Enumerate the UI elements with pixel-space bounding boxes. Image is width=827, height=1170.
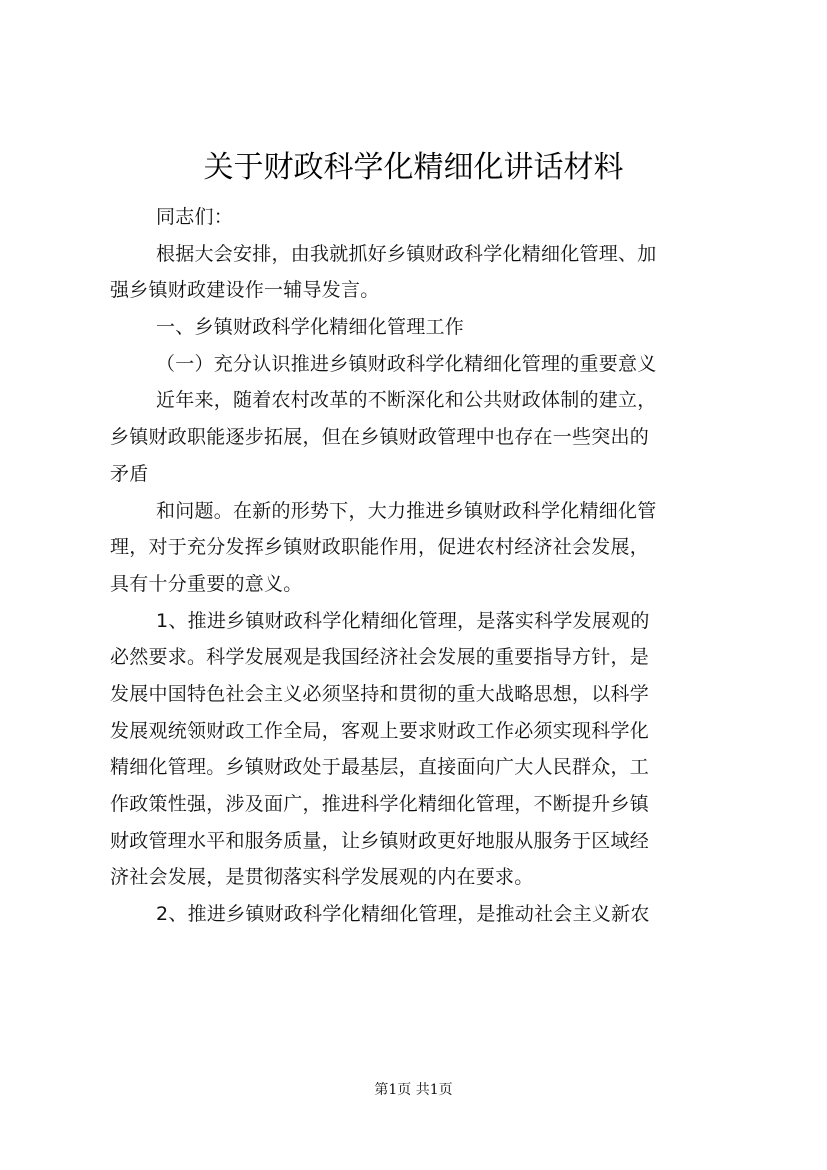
- subsection-heading: （一）充分认识推进乡镇财政科学化精细化管理的重要意义: [156, 352, 657, 375]
- paragraph-line: 济社会发展，是贯彻落实科学发展观的内在要求。: [110, 866, 534, 889]
- paragraph-line: 强乡镇财政建设作一辅导发言。: [110, 279, 380, 302]
- paragraph-line: 乡镇财政职能逐步拓展，但在乡镇财政管理中也存在一些突出的: [110, 426, 650, 449]
- paragraph-line: 根据大会安排，由我就抓好乡镇财政科学化精细化管理、加: [156, 242, 657, 265]
- document-body: [110, 199, 738, 933]
- document-title: 关于财政科学化精细化讲话材料: [203, 150, 624, 185]
- paragraph-line: 精细化管理。乡镇财政处于最基层，直接面向广大人民群众，工: [110, 756, 650, 779]
- paragraph-line: 财政管理水平和服务质量，让乡镇财政更好地服从服务于区域经: [110, 829, 650, 852]
- page-number-footer: 第1页 共1页: [374, 1082, 453, 1098]
- paragraph-line: 发展观统领财政工作全局，客观上要求财政工作必须实现科学化: [110, 719, 650, 742]
- paragraph-line: 1、推进乡镇财政科学化精细化管理，是落实科学发展观的: [156, 609, 650, 632]
- paragraph-line: 矛盾: [110, 462, 149, 485]
- paragraph-line: 必然要求。科学发展观是我国经济社会发展的重要指导方针，是: [110, 646, 650, 669]
- paragraph-line: 近年来，随着农村改革的不断深化和公共财政体制的建立，: [156, 389, 657, 412]
- greeting-line: 同志们：: [156, 206, 234, 228]
- paragraph-line: 作政策性强，涉及面广，推进科学化精细化管理，不断提升乡镇: [110, 793, 650, 815]
- paragraph-line: 具有十分重要的意义。: [110, 572, 303, 595]
- paragraph-line: 2、推进乡镇财政科学化精细化管理，是推动社会主义新农: [156, 903, 650, 926]
- paragraph-line: 和问题。在新的形势下，大力推进乡镇财政科学化精细化管: [156, 499, 657, 522]
- paragraph-line: 理，对于充分发挥乡镇财政职能作用，促进农村经济社会发展，: [110, 536, 650, 559]
- section-heading: 一、乡镇财政科学化精细化管理工作: [156, 316, 465, 339]
- paragraph-line: 发展中国特色社会主义必须坚持和贯彻的重大战略思想，以科学: [110, 682, 650, 705]
